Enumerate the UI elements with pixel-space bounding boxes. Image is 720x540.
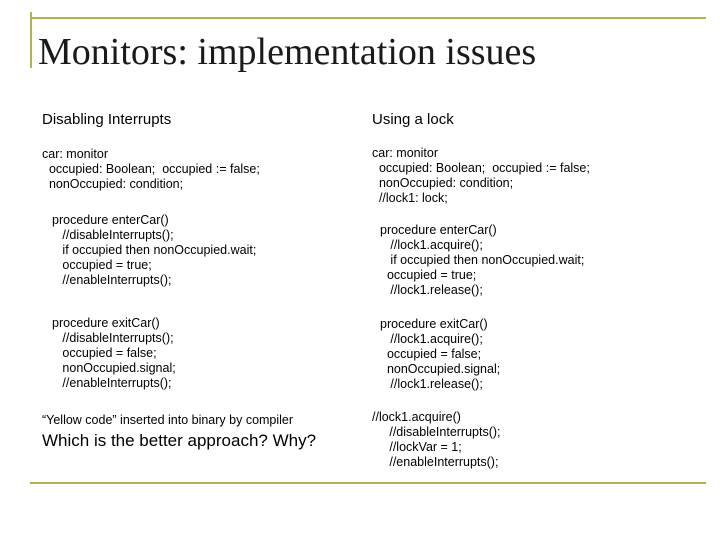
frame-top-line [30, 17, 706, 19]
left-car-monitor-code: car: monitor occupied: Boolean; occupied := false; nonOccupied: condition; [42, 147, 260, 191]
right-car-monitor-code: car: monitor occupied: Boolean; occupied := false; nonOccupied: condition; //lock1: lock; [372, 146, 590, 205]
lock-acquire-code: //lock1.acquire() //disableInterrupts(); //lockVar = 1; //enableInterrupts(); [372, 410, 501, 469]
yellow-code-note: “Yellow code” inserted into binary by compiler [42, 413, 294, 427]
left-exit-car-code: procedure exitCar() //disableInterrupts(); occupied = false; nonOccupied.signal; //enableInterrupts(); [52, 316, 176, 390]
frame-vertical-line [30, 12, 32, 68]
right-enter-car-code: procedure enterCar() //lock1.acquire(); if occupied then nonOccupied.wait; occupied = true; //lock1.release(); [380, 223, 585, 297]
question-text: Which is the better approach? Why? [42, 431, 317, 450]
left-heading: Disabling Interrupts [42, 111, 172, 128]
right-exit-car-code: procedure exitCar() //lock1.acquire(); occupied = false; nonOccupied.signal; //lock1.release(); [380, 317, 501, 391]
right-heading: Using a lock [372, 111, 454, 128]
frame-bottom-line [30, 482, 706, 484]
left-enter-car-code: procedure enterCar() //disableInterrupts(); if occupied then nonOccupied.wait; occupied = true; //enableInterrupts(); [52, 213, 257, 287]
slide-title: Monitors: implementation issues [38, 31, 537, 73]
